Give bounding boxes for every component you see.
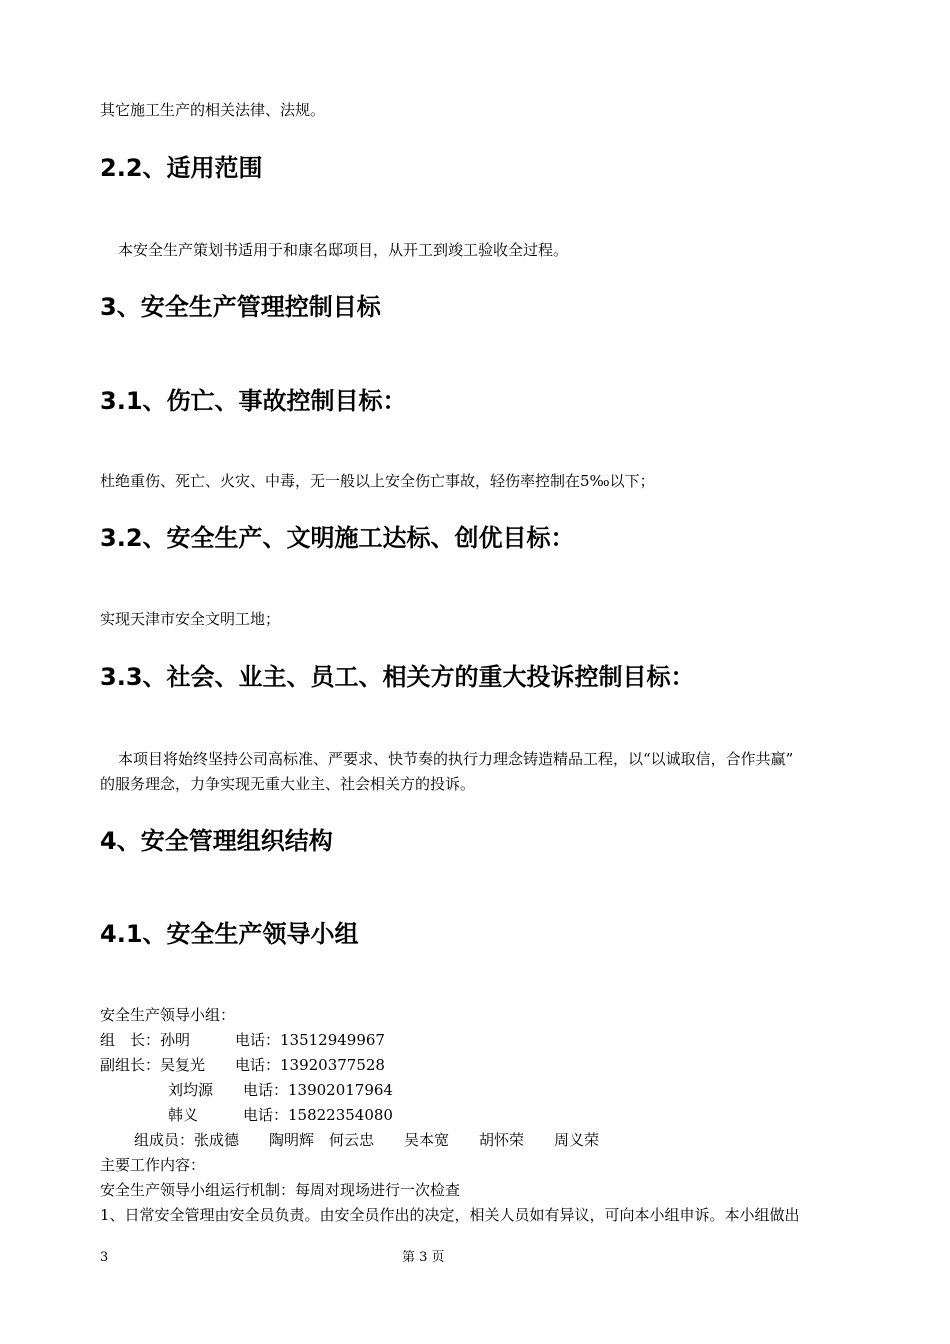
deputy-line-1: 副组长：吴复光 电话：13920377528 (100, 1056, 385, 1074)
work-title: 主要工作内容： (100, 1156, 206, 1174)
goal-3-3-line-1: 本项目将始终坚持公司高标准、严要求、快节奏的执行力理念铸造精品工程，以“以诚取信，合作共赢” (118, 750, 794, 768)
goal-3-3-line-2: 的服务理念，力争实现无重大业主、社会相关方的投诉。 (100, 775, 476, 793)
heading-3-2: 3.2、安全生产、文明施工达标、创优目标： (100, 524, 575, 552)
item-1-line: 1、日常安全管理由安全员负责。由安全员作出的决定，相关人员如有异议，可向本小组申诉。本小组做出 (100, 1206, 800, 1224)
heading-2-2: 2.2、适用范围 (100, 154, 263, 182)
goal-3-2-paragraph: 实现天津市安全文明工地； (100, 610, 281, 628)
leader-line: 组 长：孙明 电话：13512949967 (100, 1031, 385, 1049)
group-title: 安全生产领导小组： (100, 1006, 236, 1024)
heading-4: 4、安全管理组织结构 (100, 827, 333, 855)
deputy-line-3: 韩义 电话：15822354080 (168, 1106, 393, 1124)
heading-3-3: 3.3、社会、业主、员工、相关方的重大投诉控制目标： (100, 663, 695, 691)
scope-paragraph: 本安全生产策划书适用于和康名邸项目，从开工到竣工验收全过程。 (118, 241, 569, 259)
heading-3-1: 3.1、伤亡、事故控制目标： (100, 387, 407, 415)
goal-3-1-paragraph: 杜绝重伤、死亡、火灾、中毒，无一般以上安全伤亡事故，轻伤率控制在5‰以下； (100, 472, 655, 490)
mechanism-line: 安全生产领导小组运行机制：每周对现场进行一次检查 (100, 1181, 461, 1199)
heading-4-1: 4.1、安全生产领导小组 (100, 920, 359, 948)
heading-3: 3、安全生产管理控制目标 (100, 293, 381, 321)
footer-page-number: 3 (100, 1250, 109, 1265)
deputy-line-2: 刘均源 电话：13902017964 (168, 1081, 393, 1099)
footer-page-label: 第 3 页 (402, 1250, 445, 1265)
law-paragraph: 其它施工生产的相关法律、法规。 (100, 101, 326, 119)
members-line: 组成员：张成德 陶明辉 何云忠 吴本宽 胡怀荣 周义荣 (134, 1131, 600, 1149)
